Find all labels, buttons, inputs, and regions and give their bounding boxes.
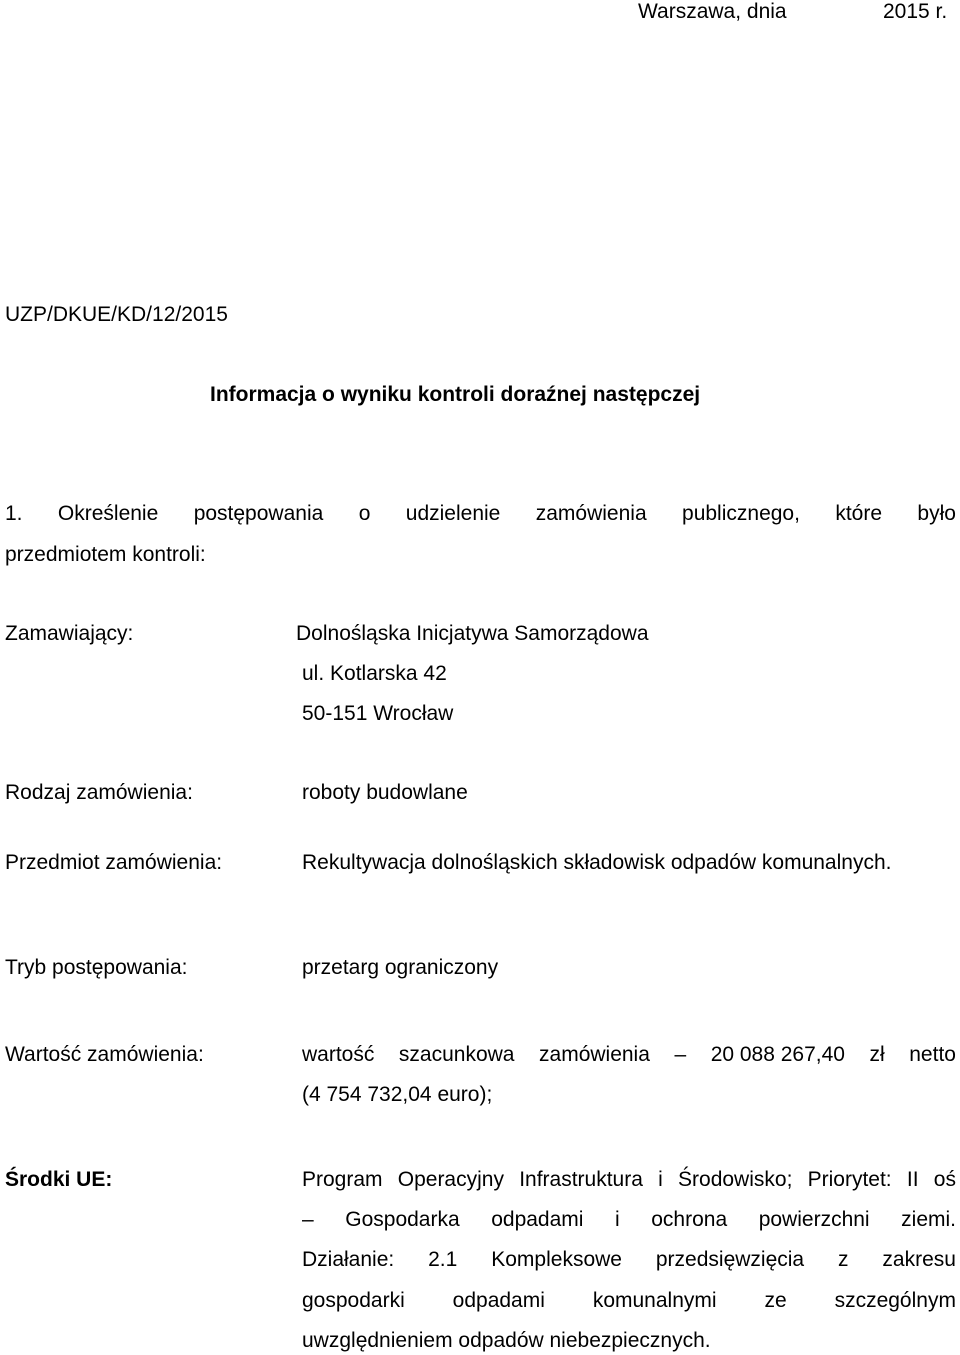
value-word: 20 088 267,40 xyxy=(710,1043,845,1066)
value-word: zakresu xyxy=(882,1248,956,1271)
heading-word: udzielenie xyxy=(405,502,501,525)
srodki-line4 xyxy=(302,1290,956,1311)
wartosc-euro: (4 754 732,04 euro); xyxy=(302,1083,493,1106)
wartosc-label: Wartość zamówienia: xyxy=(5,1043,204,1066)
tryb-label: Tryb postępowania: xyxy=(5,956,188,979)
value-word: Program xyxy=(302,1168,383,1191)
value-word: i xyxy=(615,1208,620,1231)
value-word: odpadami xyxy=(491,1208,584,1231)
value-word: szczególnym xyxy=(834,1289,956,1312)
zamawiajacy-street: ul. Kotlarska 42 xyxy=(302,662,447,685)
heading-word: o xyxy=(358,502,371,525)
value-word: i xyxy=(658,1168,663,1191)
heading-word: 1. xyxy=(5,502,23,525)
value-word: Działanie: xyxy=(302,1248,395,1271)
heading-word: publicznego, xyxy=(682,502,800,525)
srodki-line2 xyxy=(302,1209,956,1230)
place-date: Warszawa, dnia xyxy=(638,0,787,23)
value-word: Priorytet: xyxy=(807,1168,892,1191)
value-word: II xyxy=(906,1168,919,1191)
value-word: odpadami xyxy=(452,1289,545,1312)
heading-word: było xyxy=(917,502,956,525)
value-word: zamówienia xyxy=(539,1043,650,1066)
rodzaj-label: Rodzaj zamówienia: xyxy=(5,781,193,804)
przedmiot-label: Przedmiot zamówienia: xyxy=(5,851,223,874)
tryb-value: przetarg ograniczony xyxy=(302,956,499,979)
value-word: Kompleksowe xyxy=(491,1248,622,1271)
value-word: 2.1 xyxy=(428,1248,458,1271)
srodki-line3 xyxy=(302,1249,956,1270)
heading-word: zamówienia xyxy=(535,502,647,525)
value-word: wartość xyxy=(302,1043,375,1066)
value-word: ochrona xyxy=(651,1208,728,1231)
value-word: powierzchni xyxy=(758,1208,870,1231)
zamawiajacy-label: Zamawiający: xyxy=(5,622,134,645)
value-word: – xyxy=(674,1043,687,1066)
value-word: ziemi. xyxy=(901,1208,956,1231)
heading-word: postępowania xyxy=(193,502,324,525)
heading-word: Określenie xyxy=(57,502,159,525)
document-title: Informacja o wyniku kontroli doraźnej następczej xyxy=(210,383,701,406)
srodki-line1 xyxy=(302,1169,956,1190)
value-word: Środowisko; xyxy=(678,1168,793,1191)
srodki-line5: uwzględnieniem odpadów niebezpiecznych. xyxy=(302,1329,711,1352)
value-word: gospodarki xyxy=(302,1289,405,1312)
section1-heading-line1 xyxy=(5,503,956,524)
zamawiajacy-city: 50-151 Wrocław xyxy=(302,702,454,725)
document-reference: UZP/DKUE/KD/12/2015 xyxy=(5,303,228,326)
heading-word: które xyxy=(835,502,883,525)
value-word: szacunkowa xyxy=(398,1043,515,1066)
value-word: przedsięwzięcia xyxy=(655,1248,805,1271)
value-word: Infrastruktura xyxy=(519,1168,643,1191)
wartosc-line1 xyxy=(302,1044,956,1065)
przedmiot-value: Rekultywacja dolnośląskich składowisk odpadów komunalnych. xyxy=(302,851,892,874)
rodzaj-value: roboty budowlane xyxy=(302,781,468,804)
value-word: komunalnymi xyxy=(592,1289,717,1312)
section1-heading-line2: przedmiotem kontroli: xyxy=(5,543,206,566)
value-word: oś xyxy=(933,1168,956,1191)
value-word: Operacyjny xyxy=(397,1168,504,1191)
value-word: z xyxy=(838,1248,849,1271)
value-word: zł xyxy=(869,1043,885,1066)
srodki-label: Środki UE: xyxy=(5,1168,113,1191)
value-word: ze xyxy=(764,1289,787,1312)
value-word: Gospodarka xyxy=(345,1208,460,1231)
zamawiajacy-name: Dolnośląska Inicjatywa Samorządowa xyxy=(296,622,649,645)
value-word: netto xyxy=(909,1043,956,1066)
value-word: – xyxy=(302,1208,314,1231)
document-year: 2015 r. xyxy=(883,0,948,23)
